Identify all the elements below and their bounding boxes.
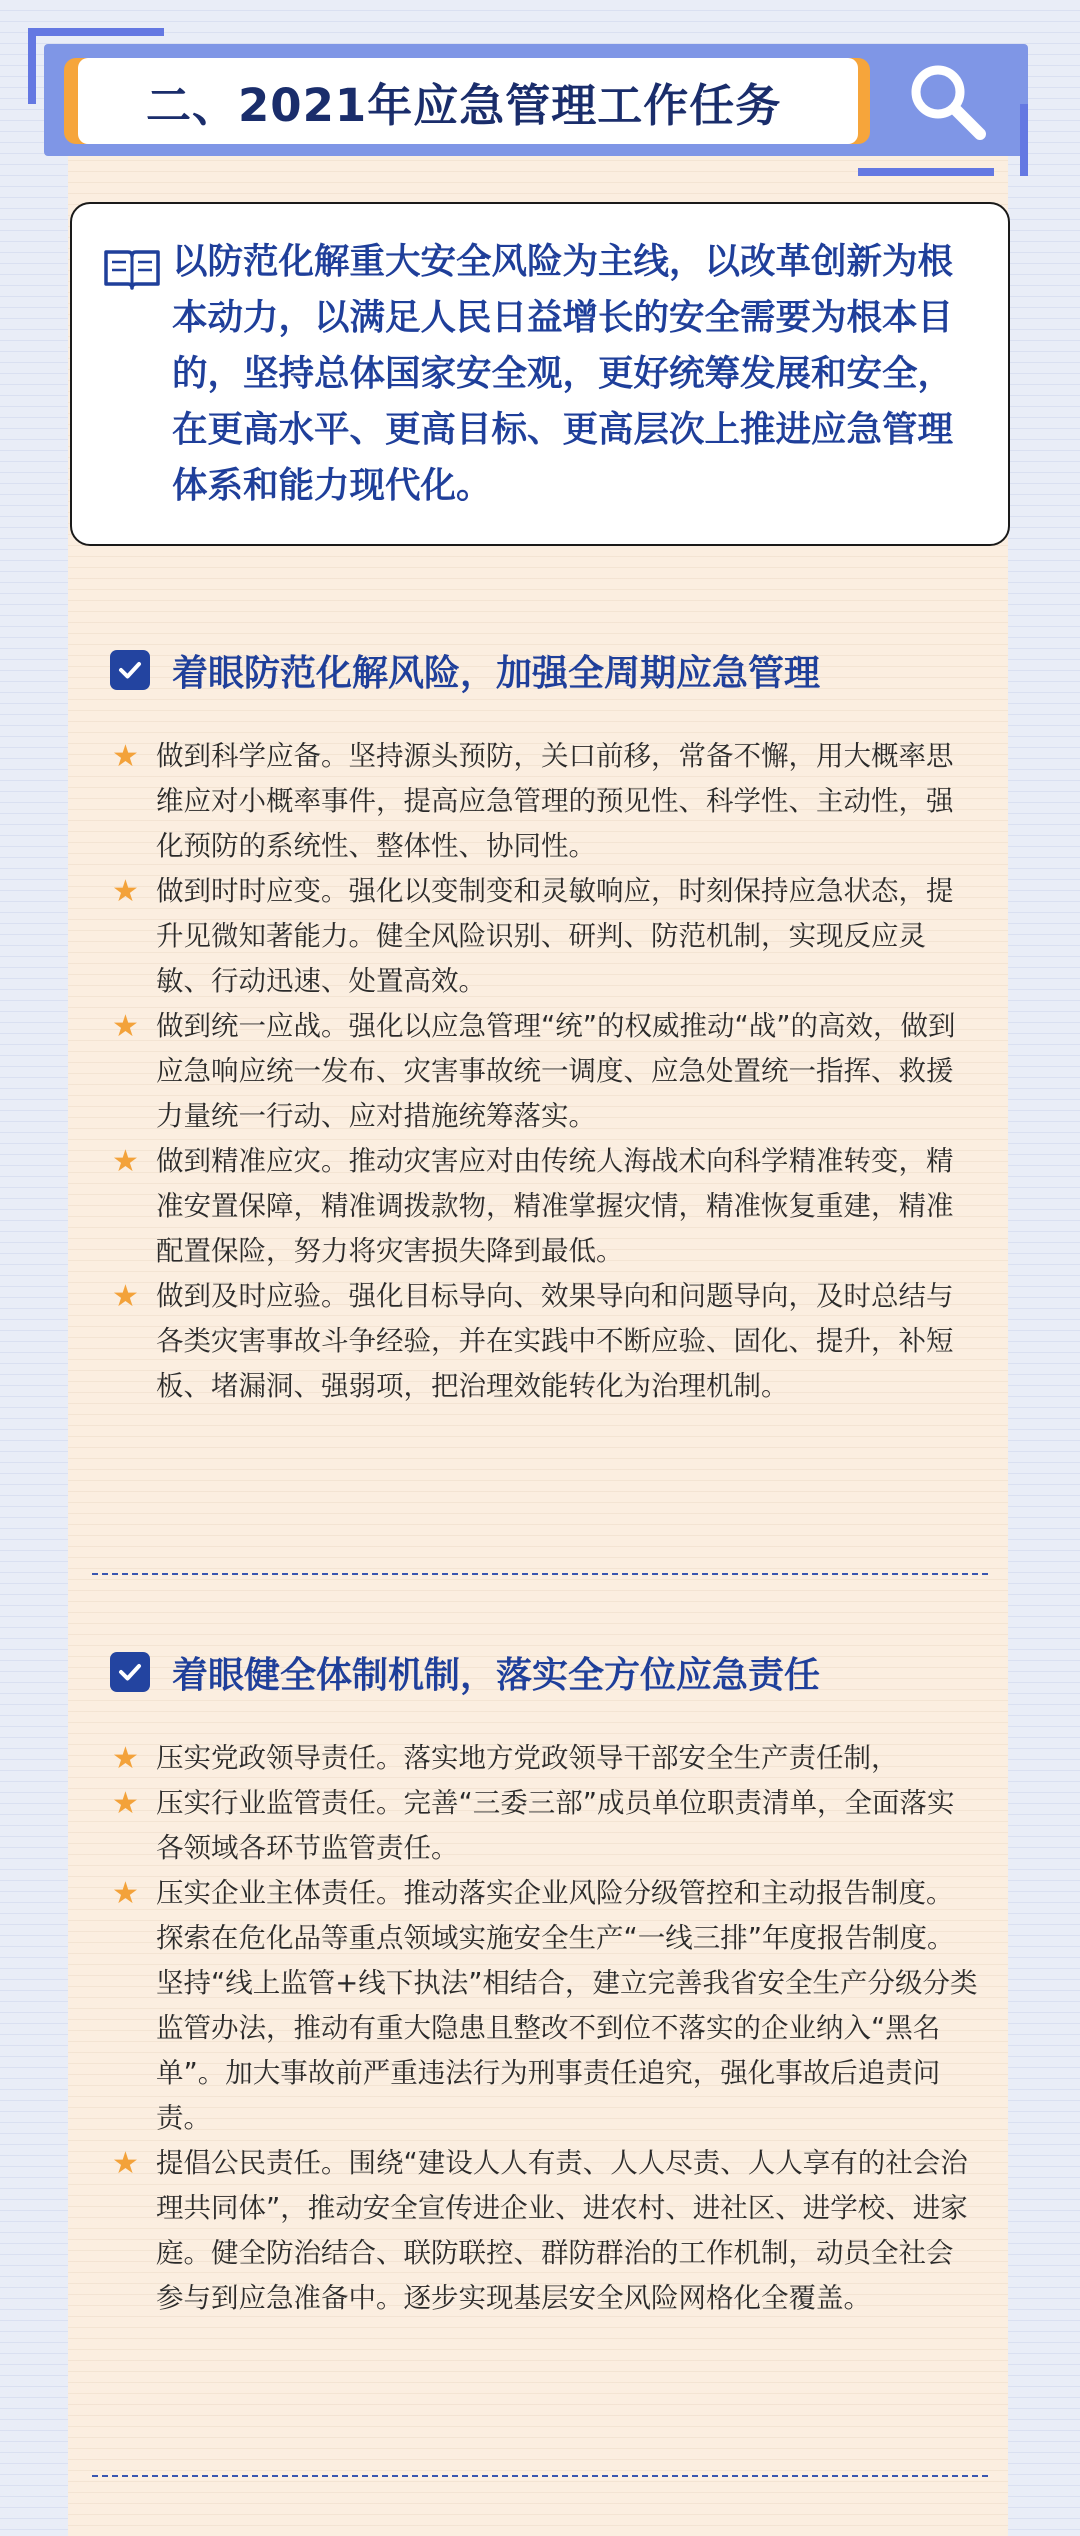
star-icon: ★ — [112, 1279, 139, 1314]
list-item — [110, 1871, 980, 2141]
search-icon — [900, 54, 996, 150]
list-item — [110, 1274, 980, 1409]
frame-corner-bottom-right — [858, 168, 994, 176]
section-divider — [92, 1573, 988, 1575]
frame-corner-bottom-right-vertical — [1020, 104, 1028, 176]
list-item-text: 压实党政领导责任。落实地方党政领导干部安全生产责任制， — [156, 1742, 899, 1774]
section-divider — [92, 2475, 988, 2477]
list-item-text: 做到时时应变。强化以变制变和灵敏响应，时刻保持应急状态，提升见微知著能力。健全风险识别、研判、防范机制，实现反应灵敏、行动迅速、处置高效。 — [156, 875, 954, 997]
list-item — [110, 869, 980, 1004]
star-icon: ★ — [112, 1786, 139, 1821]
star-icon: ★ — [112, 2146, 139, 2181]
list-item-text: 压实企业主体责任。推动落实企业风险分级管控和主动报告制度。探索在危化品等重点领域实施安全生产“一线三排”年度报告制度。坚持“线上监管+线下执法”相结合，建立完善我省安全生产分级分类监管办法，推动有重大隐患且整改不到位不落实的企业纳入“黑名单”。加大事故前严重违法行为刑事责任追究，强化事故后追责问责。 — [156, 1877, 978, 2134]
section-title: 着眼防范化解风险，加强全周期应急管理 — [172, 652, 821, 694]
section-2-list — [110, 1736, 980, 2321]
list-item — [110, 734, 980, 869]
header-banner — [0, 0, 1080, 190]
frame-corner-top-left-vertical — [28, 28, 36, 104]
intro-box — [70, 202, 1010, 546]
book-icon — [102, 246, 162, 290]
list-item-text: 提倡公民责任。围绕“建设人人有责、人人尽责、人人享有的社会治理共同体”，推动安全宣传进企业、进农村、进社区、进学校、进家庭。健全防治结合、联防联控、群防群治的工作机制，动员全社会参与到应急准备中。逐步实现基层安全风险网格化全覆盖。 — [156, 2147, 968, 2314]
list-item-text: 做到精准应灾。推动灾害应对由传统人海战术向科学精准转变，精准安置保障，精准调拨款物，精准掌握灾情，精准恢复重建，精准配置保险，努力将灾害损失降到最低。 — [156, 1145, 954, 1267]
list-item — [110, 1736, 980, 1781]
star-icon: ★ — [112, 874, 139, 909]
list-item-text: 做到科学应备。坚持源头预防，关口前移，常备不懈，用大概率思维应对小概率事件，提高应急管理的预见性、科学性、主动性，强化预防的系统性、整体性、协同性。 — [156, 740, 954, 862]
section-title: 着眼健全体制机制，落实全方位应急责任 — [172, 1654, 821, 1696]
frame-corner-top-left — [28, 28, 164, 36]
star-icon: ★ — [112, 1009, 139, 1044]
star-icon: ★ — [112, 739, 139, 774]
intro-text: 以防范化解重大安全风险为主线，以改革创新为根本动力，以满足人民日益增长的安全需要为根本目的，坚持总体国家安全观，更好统筹发展和安全，在更高水平、更高目标、更高层次上推进应急管理体系和能力现代化。 — [172, 241, 954, 506]
list-item-text: 压实行业监管责任。完善“三委三部”成员单位职责清单，全面落实各领域各环节监管责任。 — [156, 1787, 955, 1864]
list-item-text: 做到及时应验。强化目标导向、效果导向和问题导向，及时总结与各类灾害事故斗争经验，并在实践中不断应验、固化、提升，补短板、堵漏洞、强弱项，把治理效能转化为治理机制。 — [156, 1280, 954, 1402]
list-item-text: 做到统一应战。强化以应急管理“统”的权威推动“战”的高效，做到应急响应统一发布、灾害事故统一调度、应急处置统一指挥、救援力量统一行动、应对措施统筹落实。 — [156, 1010, 956, 1132]
section-heading-2 — [110, 1650, 820, 1694]
section-1-list — [110, 734, 980, 1409]
checkbox-checked-icon — [110, 1652, 150, 1692]
star-icon: ★ — [112, 1876, 139, 1911]
list-item — [110, 1004, 980, 1139]
star-icon: ★ — [112, 1741, 139, 1776]
title-box — [78, 58, 858, 144]
section-heading-1 — [110, 648, 820, 692]
list-item — [110, 1139, 980, 1274]
list-item — [110, 1781, 980, 1871]
page-title: 二、2021年应急管理工作任务 — [146, 78, 782, 132]
checkbox-checked-icon — [110, 650, 150, 690]
star-icon: ★ — [112, 1144, 139, 1179]
list-item — [110, 2141, 980, 2321]
